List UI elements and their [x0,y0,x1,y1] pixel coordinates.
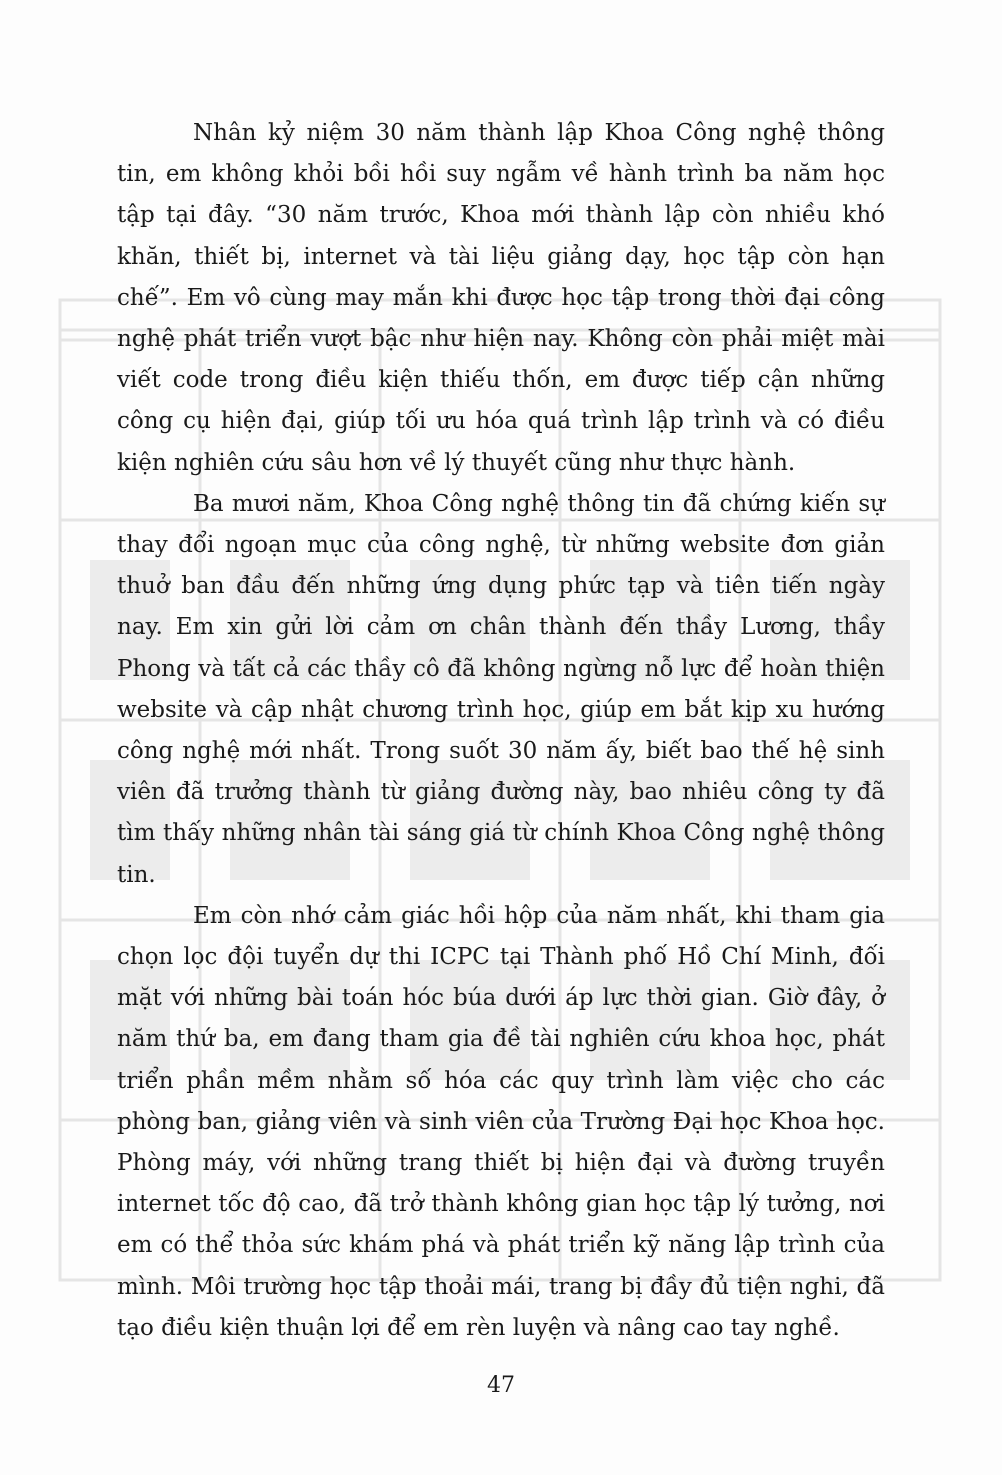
page-number: 47 [487,1373,515,1398]
paragraph-2: Ba mươi năm, Khoa Công nghệ thông tin đã chứng kiến sự thay đổi ngoạn mục của công nghệ, từ những website đơn giản thuở ban đầu đến những ứng dụng phức tạp và tiên tiến ngày nay. Em xin gửi lời cảm ơn chân thành đến thầy Lương, thầy Phong và tất cả các thầy cô đã không ngừng nỗ lực để hoàn thiện website và cập nhật chương trình học, giúp em bắt kịp xu hướng công nghệ mới nhất. Trong suốt 30 năm ấy, biết bao thế hệ sinh viên đã trưởng thành từ giảng đường này, bao nhiêu công ty đã tìm thấy những nhân tài sáng giá từ chính Khoa Công nghệ thông tin. [117,490,885,888]
paragraph-3: Em còn nhớ cảm giác hồi hộp của năm nhất, khi tham gia chọn lọc đội tuyển dự thi ICPC tại Thành phố Hồ Chí Minh, đối mặt với những bài toán hóc búa dưới áp lực thời gian. Giờ đây, ở năm thứ ba, em đang tham gia đề tài nghiên cứu khoa học, phát triển phần mềm nhằm số hóa các quy trình làm việc cho các phòng ban, giảng viên và sinh viên của Trường Đại học Khoa học. Phòng máy, với những trang thiết bị hiện đại và đường truyền internet tốc độ cao, đã trở thành không gian học tập lý tưởng, nơi em có thể thỏa sức khám phá và phát triển kỹ năng lập trình của mình. Môi trường học tập thoải mái, trang bị đầy đủ tiện nghi, đã tạo điều kiện thuận lợi để em rèn luyện và nâng cao tay nghề. [117,902,885,1341]
paragraph-1: Nhân kỷ niệm 30 năm thành lập Khoa Công nghệ thông tin, em không khỏi bồi hồi suy ngẫm về hành trình ba năm học tập tại đây. “30 năm trước, Khoa mới thành lập còn nhiều khó khăn, thiết bị, internet và tài liệu giảng dạy, học tập còn hạn chế”. Em vô cùng may mắn khi được học tập trong thời đại công nghệ phát triển vượt bậc như hiện nay. Không còn phải miệt mài viết code trong điều kiện thiếu thốn, em được tiếp cận những công cụ hiện đại, giúp tối ưu hóa quá trình lập trình và có điều kiện nghiên cứu sâu hơn về lý thuyết cũng như thực hành. [117,120,885,476]
body-text [117,113,885,1349]
